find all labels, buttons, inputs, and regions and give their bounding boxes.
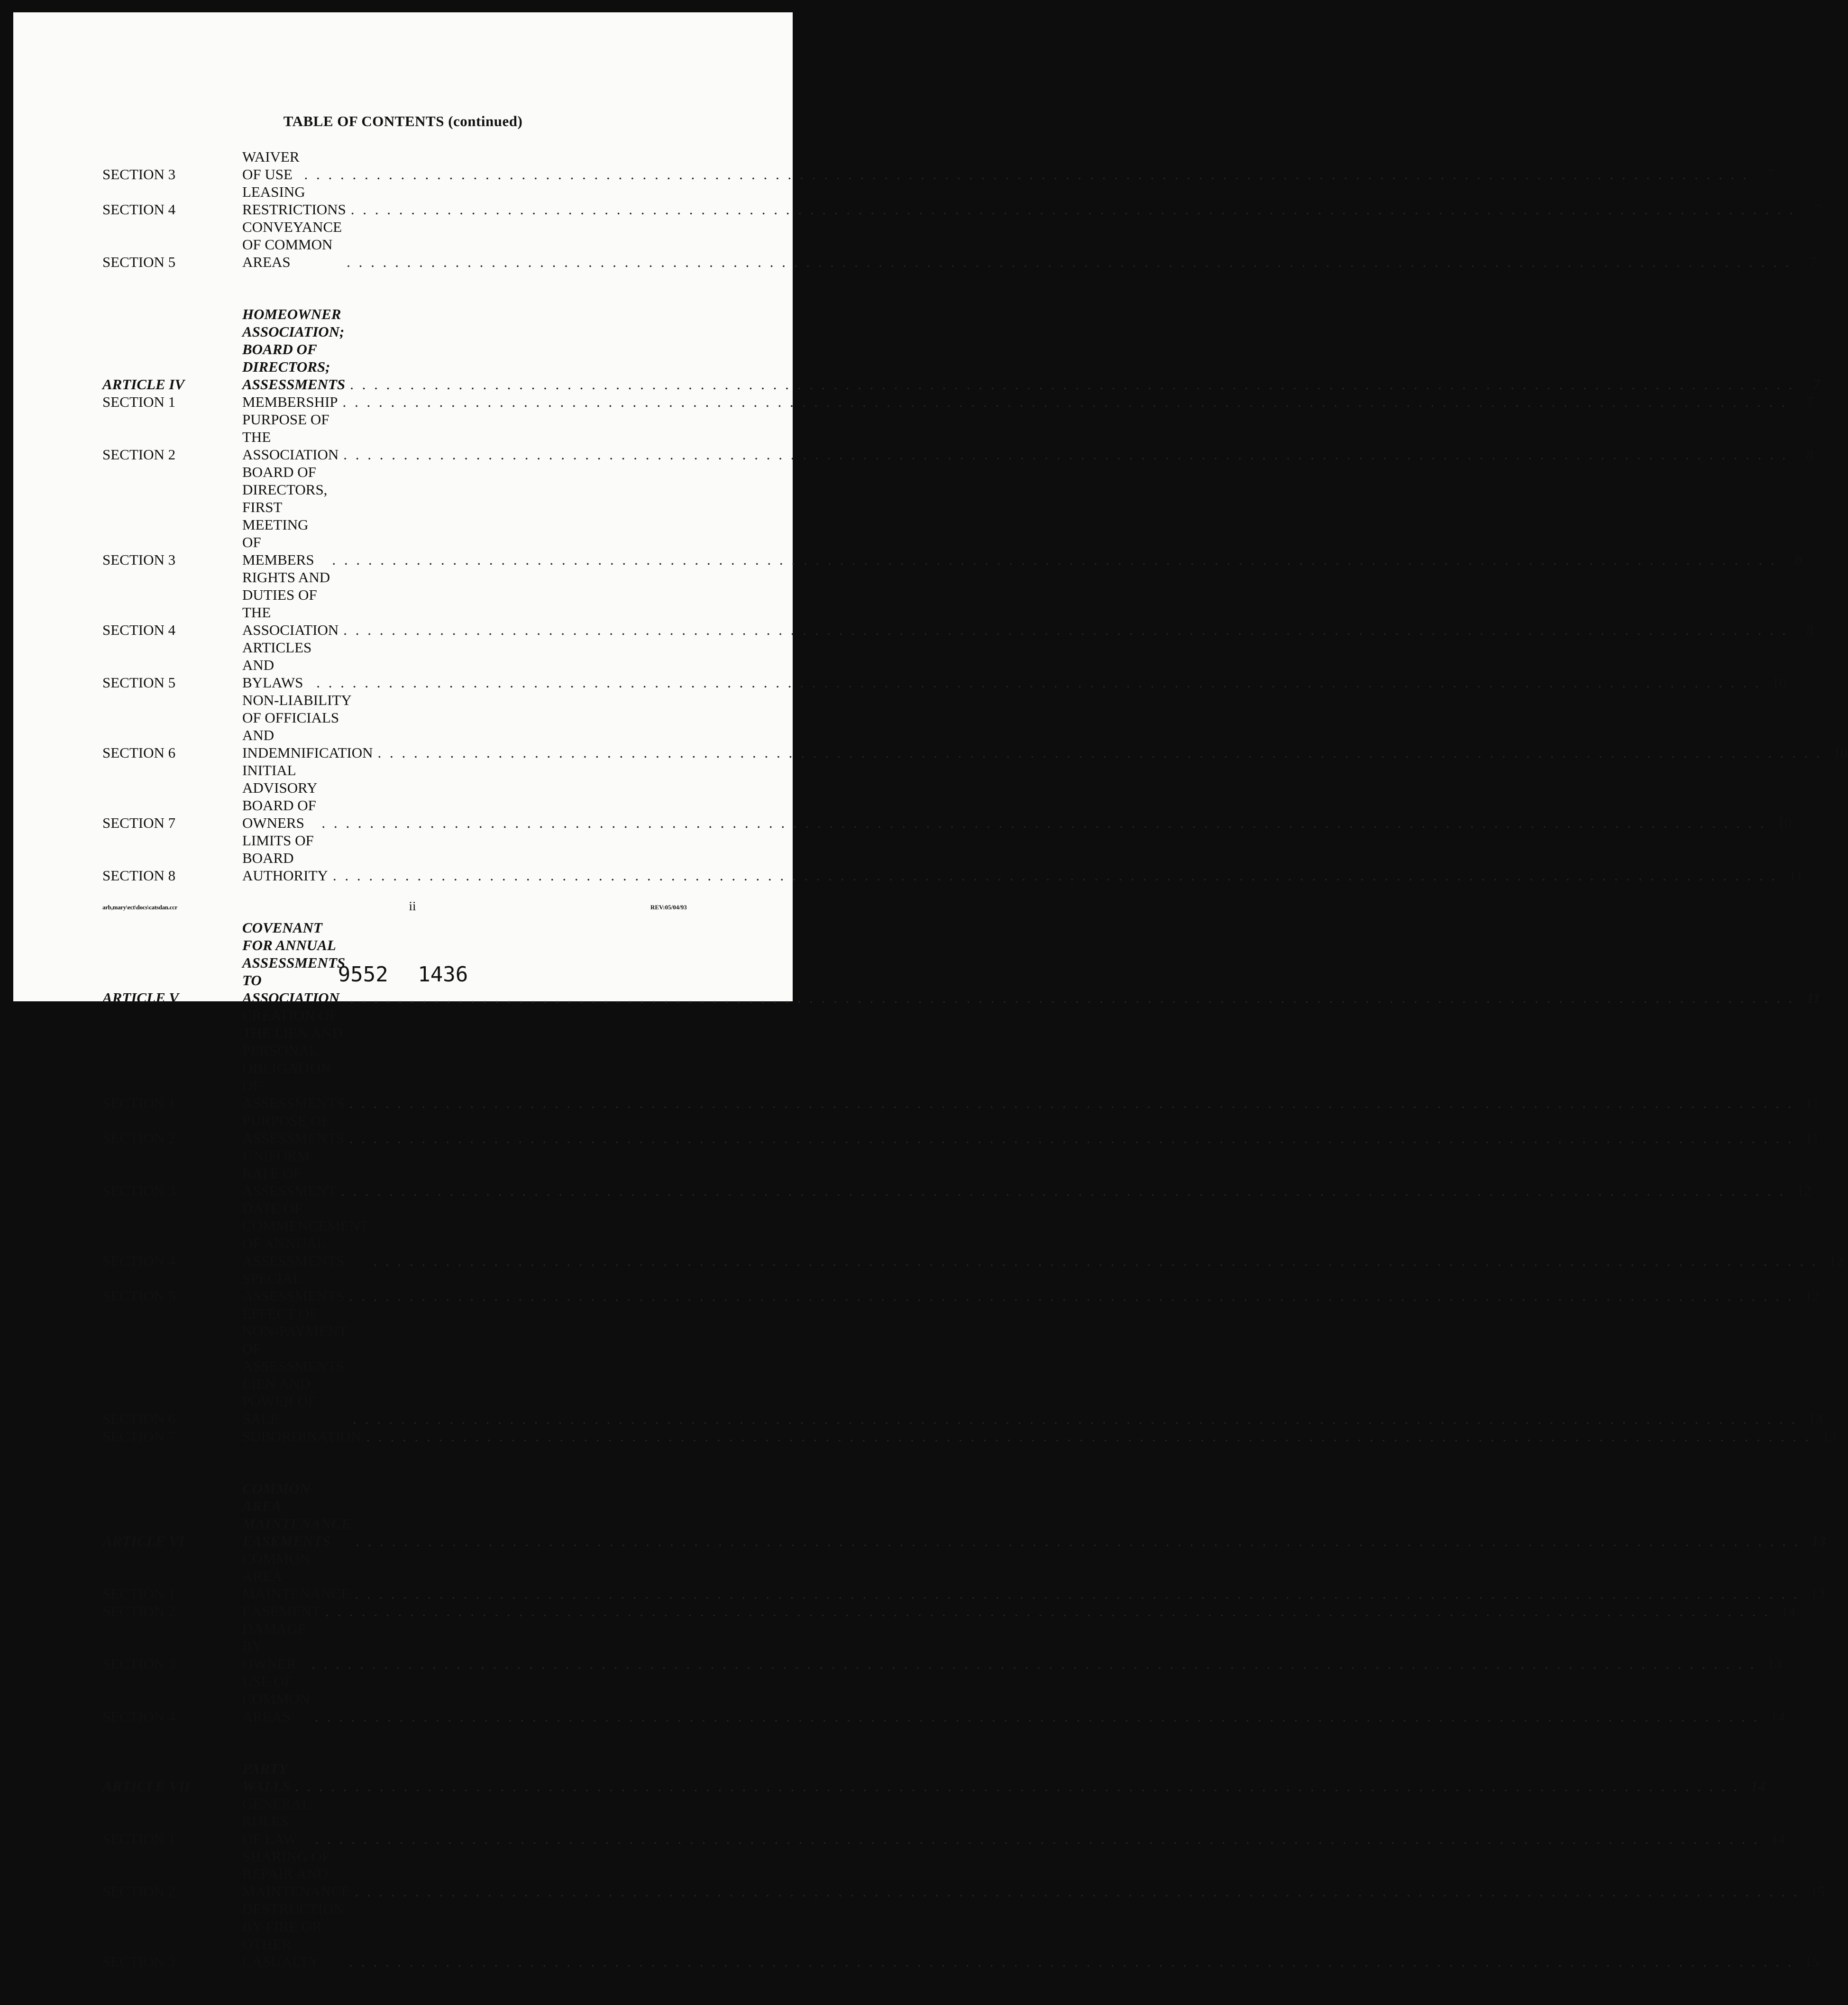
toc-label: ARTICLE V (102, 989, 179, 1006)
toc-page-number: 10 (1833, 744, 1848, 761)
dot-leader: . . . . . . . . . . . . . . . . . . . . . . . . . . . . . . . . . . . . . . . . . . . . . . . . . . . . . . . . . . . . . . . . . . . . . . . . . . . . . . . . . . . . . . . . . . . . . . . . . . . . . . . . . . . . . . . . . . . . . . . . (316, 674, 1761, 691)
toc-page-number: 7 (1809, 254, 1817, 270)
dot-leader: . . . . . . . . . . . . . . . . . . . . . . . . . . . . . . . . . . . . . . . . . . . . . . . . . . . . . . . . . . . . . . . . . . . . . . . . . . . . . . . . . . . . . . . . . . . . . . . . . . . . . . . . . . . . . . . . . . . . . . . . (314, 1708, 1760, 1725)
toc-entry-title: SHARING OF REPAIR AND MAINTENANCE (242, 1848, 350, 1900)
toc-section-row (102, 1007, 1820, 1112)
toc-page-number: 12 (1804, 1288, 1820, 1304)
dot-leader: . . . . . . . . . . . . . . . . . . . . . . . . . . . . . . . . . . . . . . . . . . . . . . . . . . . . . . . . . . . . . . . . . . . . . . . . . . . . . . . . . . . . . . . . . . . . . . . . . . . . . . . . . . . . . . . . . . . . . . . . (355, 1585, 1800, 1602)
dot-leader: . . . . . . . . . . . . . . . . . . . . . . . . . . . . . . . . . . . . . . . . . . . . . . . . . . . . . . . . . . . . . . . . . . . . . . . . . . . . . . . . . . . . . . . . . . . . . . . . . . . . . . . . . . . . . . . . . . . . . . . . (347, 254, 1792, 270)
toc-section-row (102, 1620, 1782, 1673)
toc-label: SECTION 6 (102, 1410, 176, 1427)
toc-page-number: 7 (1812, 376, 1821, 393)
toc-entry (242, 1007, 1799, 1112)
toc-entry-title: COVENANT FOR ANNUAL ASSESSMENTS TO ASSOCIATION (242, 919, 346, 1006)
toc-page-number: 11 (1789, 867, 1803, 884)
dot-leader: . . . . . . . . . . . . . . . . . . . . . . . . . . . . . . . . . . . . . . . . . . . . . . . . . . . . . . . . . . . . . . . . . . . . . . . . . . . . . . . . . . . . . . . . . . . . . . . . . . . . . . . . . . . . . . . . . . . . . . . . (304, 166, 1749, 183)
page-title: TABLE OF CONTENTS (continued) (283, 113, 523, 129)
toc-page-number: 8 (1806, 446, 1814, 463)
toc-entry (242, 1848, 1804, 1900)
toc-entry-title: GENERAL RULES OF LAW (242, 1795, 311, 1847)
dot-leader: . . . . . . . . . . . . . . . . . . . . . . . . . . . . . . . . . . . . . . . . . . . . . . . . . . . . . . . . . . . . . . . . . . . . . . . . . . . . . . . . . . . . . . . . . . . . . . . . . . . . . . . . . . . . . . . . . . . . . . . . (353, 1410, 1798, 1427)
toc-entry-title: UNIFORM RATE OF ASSESSMENT (242, 1147, 337, 1199)
toc-entry (242, 1480, 1805, 1550)
toc-section-row (102, 1305, 1823, 1428)
dot-leader: . . . . . . . . . . . . . . . . . . . . . . . . . . . . . . . . . . . . . . . . . . . . . . . . . . . . . . . . . . . . . . . . . . . . . . . . . . . . . . . . . . . . . . . . . . . . . . . . . . . . . . . . . . . . . . . . . . . . . . . . (366, 1428, 1811, 1445)
toc-page-number: 8 (1806, 622, 1814, 638)
toc-entry (242, 1428, 1816, 1445)
toc-label: ARTICLE VII (102, 1778, 191, 1794)
toc-entry (242, 1199, 1823, 1270)
toc-entry-title: ARTICLES AND BYLAWS (242, 639, 312, 691)
toc-section-row (102, 691, 1848, 761)
toc-entry-title: WAIVER OF USE (242, 148, 300, 183)
toc-entry (242, 1602, 1775, 1620)
toc-entry-title: INITIAL ADVISORY BOARD OF OWNERS (242, 762, 317, 831)
toc-label: SECTION 2 (102, 1883, 176, 1900)
toc-page-number: 12 (1829, 1253, 1844, 1269)
toc-entry-title: LEASING RESTRICTIONS (242, 183, 346, 218)
toc-entry-title: SUBORDINATION (242, 1428, 362, 1445)
toc-label: SECTION 3 (102, 1953, 176, 1970)
footer-page-number: ii (409, 899, 416, 913)
toc-entry-title: COMMON AREA MAINTENANCE EASEMENTS (242, 1480, 351, 1549)
toc-page-number: 13 (1810, 1585, 1825, 1602)
toc-label: SECTION 4 (102, 1708, 176, 1725)
toc-entry-title: CREATION OF THE LIEN AND PERSONAL OBLIGATION OF ASSESSMENTS (242, 1007, 345, 1111)
toc-group (102, 919, 1844, 1445)
toc-label: SECTION 4 (102, 1253, 176, 1269)
toc-page-number: 7 (1813, 201, 1821, 218)
toc-group (102, 305, 1848, 884)
toc-entry (242, 832, 1782, 884)
toc-label: SECTION 1 (102, 1831, 176, 1847)
toc-section-row (102, 183, 1821, 218)
toc-page-number: 14 (1770, 1831, 1785, 1847)
toc-section-row (102, 1147, 1811, 1199)
dot-leader: . . . . . . . . . . . . . . . . . . . . . . . . . . . . . . . . . . . . . . . . . . . . . . . . . . . . . . . . . . . . . . . . . . . . . . . . . . . . . . . . . . . . . . . . . . . . . . . . . . . . . . . . . . . . . . . . . . . . . . . . (311, 1656, 1757, 1672)
dot-leader: . . . . . . . . . . . . . . . . . . . . . . . . . . . . . . . . . . . . . . . . . . . . . . . . . . . . . . . . . . . . . . . . . . . . . . . . . . . . . . . . . . . . . . . . . . . . . . . . . . . . . . . . . . . . . . . . . . . . . . . . (356, 1533, 1801, 1549)
toc-section-row (102, 1795, 1785, 1848)
toc-page-number: 14 (1781, 1603, 1796, 1620)
toc-article-row (102, 305, 1821, 393)
toc-entry (242, 1305, 1802, 1428)
dot-leader: . . . . . . . . . . . . . . . . . . . . . . . . . . . . . . . . . . . . . . . . . . . . . . . . . . . . . . . . . . . . . . . . . . . . . . . . . . . . . . . . . . . . . . . . . . . . . . . . . . . . . . . . . . . . . . . . . . . . . . . . (325, 1603, 1770, 1620)
toc-entry-title: PURPOSE OF ASSESSMENTS (242, 1112, 345, 1146)
dot-leader: . . . . . . . . . . . . . . . . . . . . . . . . . . . . . . . . . . . . . . . . . . . . . . . . . . . . . . . . . . . . . . . . . . . . . . . . . . . . . . . . . . . . . . . . . . . . . . . . . . . . . . . . . . . . . . . . . . . . . . . . (295, 1778, 1740, 1794)
toc-entry (242, 639, 1766, 691)
document-page (13, 12, 1848, 1970)
toc-label: SECTION 7 (102, 815, 176, 831)
toc-label: SECTION 4 (102, 622, 176, 638)
toc-label: ARTICLE IV (102, 376, 185, 393)
footer-revision: REV:05/04/93 (650, 904, 687, 911)
toc-section-row (102, 1848, 1825, 1900)
toc-page-number: 15 (1810, 1883, 1825, 1900)
toc-label: SECTION 4 (102, 201, 176, 218)
toc-entry (242, 1673, 1764, 1725)
toc-section-row (102, 832, 1803, 884)
toc-label: SECTION 3 (102, 551, 176, 568)
dot-leader: . . . . . . . . . . . . . . . . . . . . . . . . . . . . . . . . . . . . . . . . . . . . . . . . . . . . . . . . . . . . . . . . . . . . . . . . . . . . . . . . . . . . . . . . . . . . . . . . . . . . . . . . . . . . . . . . . . . . . . . . (349, 1953, 1794, 1970)
toc-section-row (102, 639, 1787, 691)
toc-label: SECTION 3 (102, 1182, 176, 1199)
toc-label: SECTION 2 (102, 446, 176, 463)
dot-leader: . . . . . . . . . . . . . . . . . . . . . . . . . . . . . . . . . . . . . . . . . . . . . . . . . . . . . . . . . . . . . . . . . . . . . . . . . . . . . . . . . . . . . . . . . . . . . . . . . . . . . . . . . . . . . . . . . . . . . . . . (350, 376, 1795, 393)
toc-page-number: 12 (1796, 1182, 1811, 1199)
toc-entry (242, 1270, 1799, 1305)
dot-leader: . . . . . . . . . . . . . . . . . . . . . . . . . . . . . . . . . . . . . . . . . . . . . . . . . . . . . . . . . . . . . . . . . . . . . . . . . . . . . . . . . . . . . . . . . . . . . . . . . . . . . . . . . . . . . . . . . . . . . . . . (349, 1288, 1794, 1304)
toc-group (102, 1480, 1826, 1725)
toc-entry (242, 305, 1799, 393)
toc-label: SECTION 2 (102, 1603, 176, 1620)
toc-entry (242, 1795, 1765, 1848)
toc-section-row (102, 1900, 1820, 1970)
toc-label: SECTION 5 (102, 674, 176, 691)
toc-section-row (102, 1673, 1785, 1725)
dot-leader: . . . . . . . . . . . . . . . . . . . . . . . . . . . . . . . . . . . . . . . . . . . . . . . . . . . . . . . . . . . . . . . . . . . . . . . . . . . . . . . . . . . . . . . . . . . . . . . . . . . . . . . . . . . . . . . . . . . . . . . . (341, 1182, 1786, 1199)
toc-page-number: 7 (1805, 394, 1813, 410)
toc-page-number: 11 (1806, 989, 1821, 1006)
toc-section-row (102, 148, 1775, 183)
document-stamp-number: 9552 1436 (338, 962, 468, 987)
footer-file-path: arb,mary\ect\docs\catsdan.ccr (102, 904, 178, 911)
toc-entry (242, 1620, 1761, 1673)
dot-leader: . . . . . . . . . . . . . . . . . . . . . . . . . . . . . . . . . . . . . . . . . . . . . . . . . . . . . . . . . . . . . . . . . . . . . . . . . . . . . . . . . . . . . . . . . . . . . . . . . . . . . . . . . . . . . . . . . . . . . . . . (332, 867, 1778, 884)
toc-page-number: 8 (1795, 551, 1802, 568)
toc-entry-title: DATE OF COMMENCEMENT OF ANNUAL ASSESSMENTS (242, 1200, 369, 1269)
toc-section-row (102, 393, 1813, 411)
toc-label: SECTION 5 (102, 1288, 176, 1304)
toc-entry (242, 761, 1771, 832)
toc-page-number: 15 (1804, 1953, 1820, 1970)
toc-label: SECTION 2 (102, 1130, 176, 1146)
toc-label: SECTION 8 (102, 867, 176, 884)
dot-leader: . . . . . . . . . . . . . . . . . . . . . . . . . . . . . . . . . . . . . . . . . . . . . . . . . . . . . . . . . . . . . . . . . . . . . . . . . . . . . . . . . . . . . . . . . . . . . . . . . . . . . . . . . . . . . . . . . . . . . . . . (332, 551, 1777, 568)
toc-section-row (102, 218, 1817, 271)
dot-leader: . . . . . . . . . . . . . . . . . . . . . . . . . . . . . . . . . . . . . . . . . . . . . . . . . . . . . . . . . . . . . . . . . . . . . . . . . . . . . . . . . . . . . . . . . . . . . . . . . . . . . . . . . . . . . . . . . . . . . . . . (377, 744, 1822, 761)
toc-entry (242, 1900, 1799, 1970)
dot-leader: . . . . . . . . . . . . . . . . . . . . . . . . . . . . . . . . . . . . . . . . . . . . . . . . . . . . . . . . . . . . . . . . . . . . . . . . . . . . . . . . . . . . . . . . . . . . . . . . . . . . . . . . . . . . . . . . . . . . . . . . (349, 1130, 1794, 1146)
toc-label: SECTION 1 (102, 394, 176, 410)
toc-section-row (102, 463, 1802, 568)
toc-entry-title: EASEMENT (242, 1603, 321, 1620)
toc-section-row (102, 1112, 1820, 1147)
toc-entry (242, 183, 1800, 218)
dot-leader: . . . . . . . . . . . . . . . . . . . . . . . . . . . . . . . . . . . . . . . . . . . . . . . . . . . . . . . . . . . . . . . . . . . . . . . . . . . . . . . . . . . . . . . . . . . . . . . . . . . . . . . . . . . . . . . . . . . . . . . . (350, 989, 1795, 1006)
toc-label: SECTION 5 (102, 254, 176, 270)
dot-leader: . . . . . . . . . . . . . . . . . . . . . . . . . . . . . . . . . . . . . . . . . . . . . . . . . . . . . . . . . . . . . . . . . . . . . . . . . . . . . . . . . . . . . . . . . . . . . . . . . . . . . . . . . . . . . . . . . . . . . . . . (350, 201, 1795, 218)
toc-entry (242, 411, 1793, 463)
toc-section-row (102, 1270, 1820, 1305)
toc-entry-title: CONVEYANCE OF COMMON AREAS (242, 219, 342, 270)
toc-entry-title: DAMAGE BY OWNER (242, 1620, 307, 1672)
toc-page-number: 7 (1767, 166, 1775, 183)
toc-entry-title: EFFECT OF NON-PAYMENT OF ASSESSMENTS, LIEN AND POWER OF SALE (242, 1305, 348, 1427)
dot-leader: . . . . . . . . . . . . . . . . . . . . . . . . . . . . . . . . . . . . . . . . . . . . . . . . . . . . . . . . . . . . . . . . . . . . . . . . . . . . . . . . . . . . . . . . . . . . . . . . . . . . . . . . . . . . . . . . . . . . . . . . (355, 1883, 1800, 1900)
toc-entry (242, 1112, 1799, 1147)
toc-entry-title: HOMEOWNER ASSOCIATION; BOARD OF DIRECTORS; ASSESSMENTS (242, 306, 346, 393)
toc-entry-title: COMMON AREA MAINTENANCE (242, 1550, 350, 1602)
dot-leader: . . . . . . . . . . . . . . . . . . . . . . . . . . . . . . . . . . . . . . . . . . . . . . . . . . . . . . . . . . . . . . . . . . . . . . . . . . . . . . . . . . . . . . . . . . . . . . . . . . . . . . . . . . . . . . . . . . . . . . . . (343, 446, 1788, 463)
toc-entry-title: LIMITS OF BOARD AUTHORITY (242, 832, 328, 884)
toc-page-number: 13 (1811, 1533, 1826, 1549)
dot-leader: . . . . . . . . . . . . . . . . . . . . . . . . . . . . . . . . . . . . . . . . . . . . . . . . . . . . . . . . . . . . . . . . . . . . . . . . . . . . . . . . . . . . . . . . . . . . . . . . . . . . . . . . . . . . . . . . . . . . . . . . (373, 1253, 1818, 1269)
toc-label: SECTION 3 (102, 1656, 176, 1672)
toc-entry-title: SPECIAL ASSESSMENTS (242, 1270, 345, 1304)
toc-page-number: 14 (1750, 1778, 1766, 1794)
toc-entry (242, 568, 1793, 639)
toc-entry-title: DESTRUCTION BY FIRE OR OTHER CASUALTY (242, 1901, 345, 1970)
toc-article-row (102, 1760, 1766, 1795)
toc-page-number: 13 (1821, 1428, 1837, 1445)
toc-label: SECTION 3 (102, 166, 176, 183)
toc-section-row (102, 1199, 1844, 1270)
toc-entry (242, 393, 1792, 411)
toc-entry (242, 1760, 1744, 1795)
toc-label: SECTION 1 (102, 1585, 176, 1602)
toc-entry (242, 691, 1827, 761)
toc-page-number: 10 (1772, 674, 1787, 691)
toc-page-number: 11 (1805, 1095, 1820, 1111)
toc-entry (242, 463, 1782, 568)
toc-section-row (102, 568, 1814, 639)
toc-group (102, 1760, 1825, 1970)
toc-entry-title: RIGHTS AND DUTIES OF THE ASSOCIATION (242, 569, 339, 638)
toc-entry-title: PURPOSE OF THE ASSOCIATION (242, 411, 339, 463)
toc-entry-title: USE OF COMMON AREAS (242, 1673, 310, 1725)
toc-page-number: 10 (1777, 815, 1792, 831)
toc-section-row (102, 761, 1792, 832)
toc-label: SECTION 1 (102, 1095, 176, 1111)
dot-leader: . . . . . . . . . . . . . . . . . . . . . . . . . . . . . . . . . . . . . . . . . . . . . . . . . . . . . . . . . . . . . . . . . . . . . . . . . . . . . . . . . . . . . . . . . . . . . . . . . . . . . . . . . . . . . . . . . . . . . . . . (343, 622, 1788, 638)
dot-leader: . . . . . . . . . . . . . . . . . . . . . . . . . . . . . . . . . . . . . . . . . . . . . . . . . . . . . . . . . . . . . . . . . . . . . . . . . . . . . . . . . . . . . . . . . . . . . . . . . . . . . . . . . . . . . . . . . . . . . . . . (321, 815, 1766, 831)
toc-page-number: 13 (1808, 1410, 1823, 1427)
toc-group (102, 148, 1821, 271)
toc-entry (242, 148, 1754, 183)
toc-section-row (102, 1428, 1837, 1445)
dot-leader: . . . . . . . . . . . . . . . . . . . . . . . . . . . . . . . . . . . . . . . . . . . . . . . . . . . . . . . . . . . . . . . . . . . . . . . . . . . . . . . . . . . . . . . . . . . . . . . . . . . . . . . . . . . . . . . . . . . . . . . . (315, 1831, 1760, 1847)
toc-article-row (102, 1480, 1826, 1550)
toc-entry-title: MEMBERSHIP (242, 394, 338, 410)
table-of-contents (102, 148, 1848, 2005)
toc-entry (242, 1550, 1804, 1602)
toc-section-row (102, 1602, 1796, 1620)
toc-entry-title: PARTY WALLS (242, 1760, 291, 1794)
toc-section-row (102, 1550, 1825, 1602)
toc-section-row (102, 411, 1814, 463)
toc-entry (242, 1147, 1790, 1199)
toc-label: ARTICLE VI (102, 1533, 185, 1549)
dot-leader: . . . . . . . . . . . . . . . . . . . . . . . . . . . . . . . . . . . . . . . . . . . . . . . . . . . . . . . . . . . . . . . . . . . . . . . . . . . . . . . . . . . . . . . . . . . . . . . . . . . . . . . . . . . . . . . . . . . . . . . . (349, 1095, 1794, 1111)
toc-label: SECTION 7 (102, 1428, 176, 1445)
toc-label: SECTION 6 (102, 744, 176, 761)
toc-page-number: 14 (1767, 1656, 1782, 1672)
toc-entry-title: BOARD OF DIRECTORS, FIRST MEETING OF MEMBERS (242, 464, 328, 568)
toc-entry-title: NON-LIABILITY OF OFFICIALS AND INDEMNIFICATION (242, 692, 373, 761)
dot-leader: . . . . . . . . . . . . . . . . . . . . . . . . . . . . . . . . . . . . . . . . . . . . . . . . . . . . . . . . . . . . . . . . . . . . . . . . . . . . . . . . . . . . . . . . . . . . . . . . . . . . . . . . . . . . . . . . . . . . . . . . (342, 394, 1787, 410)
toc-page-number: 14 (1770, 1708, 1785, 1725)
toc-entry (242, 218, 1796, 271)
toc-page-number: 11 (1805, 1130, 1820, 1146)
